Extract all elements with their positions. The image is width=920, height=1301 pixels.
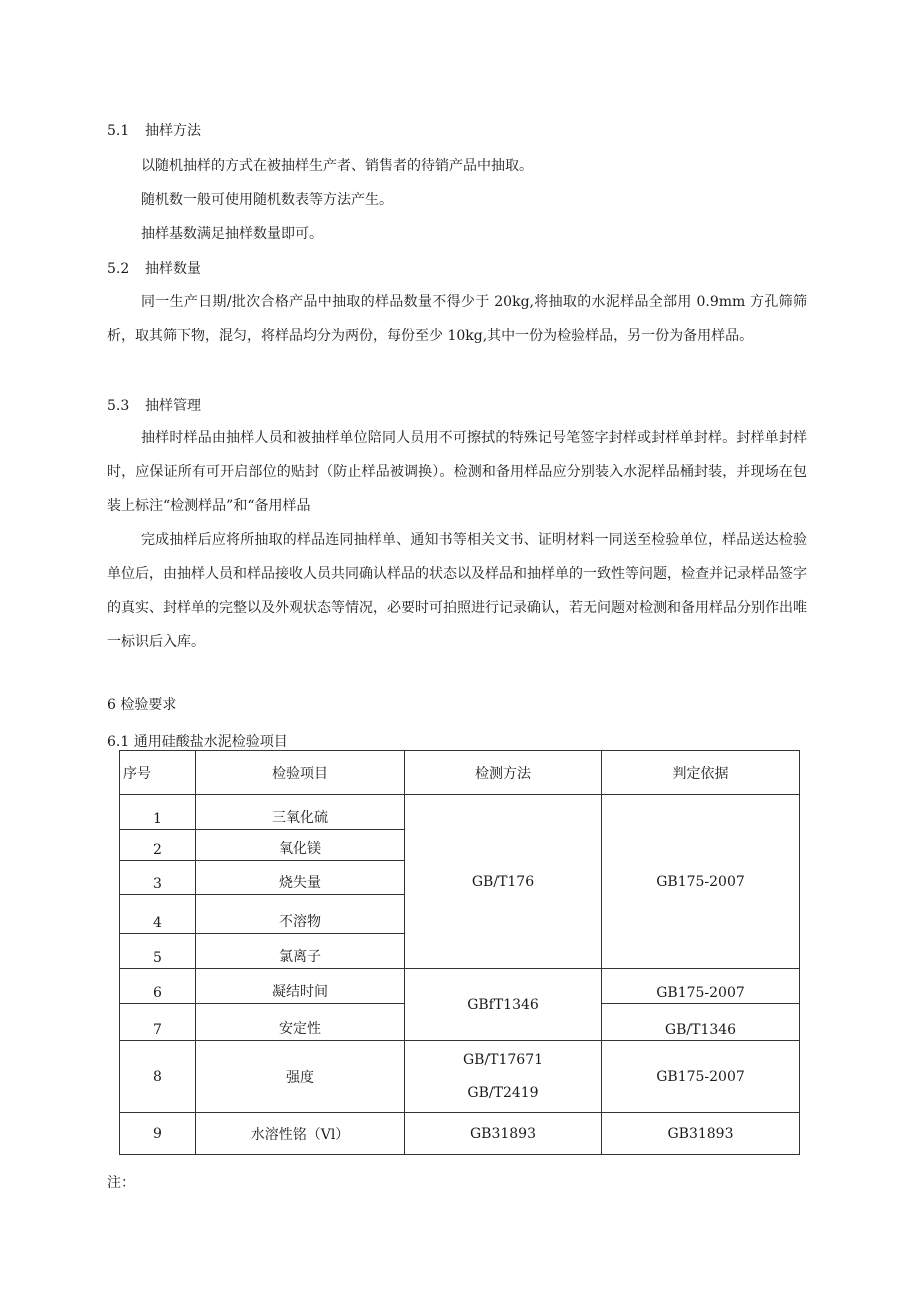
item-cell: 氯离子 xyxy=(196,934,405,969)
item-cell: 水溶性铭（Vl） xyxy=(196,1113,405,1155)
paragraph: 随机数一般可使用随机数表等方法产生。 xyxy=(141,192,393,208)
row-number: 9 xyxy=(120,1113,196,1155)
method-cell: GB31893 xyxy=(405,1113,602,1155)
table-row xyxy=(120,795,800,830)
method-line: GB/T17671 xyxy=(462,1051,544,1068)
section-title: 抽样方法 xyxy=(145,123,201,139)
item-cell: 三氧化硫 xyxy=(196,795,405,830)
row-number: 7 xyxy=(120,1004,196,1041)
header-cell: 检测方法 xyxy=(405,751,602,795)
row-number: 6 xyxy=(120,969,196,1004)
section-title: 抽样管理 xyxy=(145,398,201,414)
method-line: GB/T2419 xyxy=(467,1084,539,1101)
row-number: 1 xyxy=(120,795,196,830)
item-cell: 氧化镁 xyxy=(196,830,405,861)
row-number: 5 xyxy=(120,934,196,969)
section-5-3-heading xyxy=(107,395,201,415)
item-cell: 凝结时间 xyxy=(196,969,405,1004)
paragraph: 以随机抽样的方式在被抽样生产者、销售者的待销产品中抽取。 xyxy=(141,158,533,174)
section-6-heading: 6 检验要求 xyxy=(107,697,177,713)
method-cell: GB/T176 xyxy=(405,795,602,969)
section-5-2-heading xyxy=(107,258,201,278)
paragraph: 抽样时样品由抽样人员和被抽样单位陪同人员用不可擦拭的特殊记号笔签字封样或封样单封样。封样单封样时，应保证所有可开启部位的贴封（防止样品被调换）。检测和备用样品应分别装入水泥样品桶封装，并现场在包装上标注“检测样品”和“备用样品 xyxy=(107,430,807,514)
table-row xyxy=(120,969,800,1004)
basis-cell: GB175-2007 xyxy=(602,1041,800,1113)
basis-cell: GB31893 xyxy=(602,1113,800,1155)
item-cell: 安定性 xyxy=(196,1004,405,1041)
method-cell: GBfT1346 xyxy=(405,969,602,1041)
item-cell: 烧失量 xyxy=(196,861,405,895)
section-number: 5.1 xyxy=(107,123,130,139)
method-cell xyxy=(405,1041,602,1113)
header-cell: 序号 xyxy=(120,751,196,795)
section-5-1-heading xyxy=(107,120,201,140)
header-cell: 检验项目 xyxy=(196,751,405,795)
header-cell: 判定依据 xyxy=(602,751,800,795)
inspection-items-table xyxy=(119,750,800,1155)
row-number: 3 xyxy=(120,861,196,895)
basis-cell: GB/T1346 xyxy=(602,1004,800,1041)
basis-cell: GB175-2007 xyxy=(602,795,800,969)
row-number: 2 xyxy=(120,830,196,861)
section-title: 抽样数量 xyxy=(145,261,201,277)
section-number: 5.3 xyxy=(107,398,130,414)
table-caption: 6.1 通用硅酸盐水泥检验项目 xyxy=(107,734,288,750)
basis-cell: GB175-2007 xyxy=(602,969,800,1004)
row-number: 4 xyxy=(120,895,196,934)
row-number: 8 xyxy=(120,1041,196,1113)
paragraph: 完成抽样后应将所抽取的样品连同抽样单、通知书等相关文书、证明材料一同送至检验单位，样品送达检验单位后，由抽样人员和样品接收人员共同确认样品的状态以及样品和抽样单的一致性等问题，检查并记录样品签字的真实、封样单的完整以及外观状态等情况，必要时可拍照进行记录确认，若无问题对检测和备用样品分别作出唯一标识后入库。 xyxy=(107,532,807,650)
table-row xyxy=(120,1113,800,1155)
table-header-row xyxy=(120,751,800,795)
item-cell: 不溶物 xyxy=(196,895,405,934)
section-number: 5.2 xyxy=(107,261,130,277)
item-cell: 强度 xyxy=(196,1041,405,1113)
note-label: 注： xyxy=(107,1175,135,1191)
paragraph: 抽样基数满足抽样数量即可。 xyxy=(141,226,323,242)
table-row xyxy=(120,1041,800,1113)
paragraph: 同一生产日期/批次合格产品中抽取的样品数量不得少于 20kg,将抽取的水泥样品全部用 0.9mm 方孔筛筛析，取其筛下物，混匀，将样品均分为两份，每份至少 10kg,其中一份为检验样品，另一份为备用样品。 xyxy=(107,294,807,344)
